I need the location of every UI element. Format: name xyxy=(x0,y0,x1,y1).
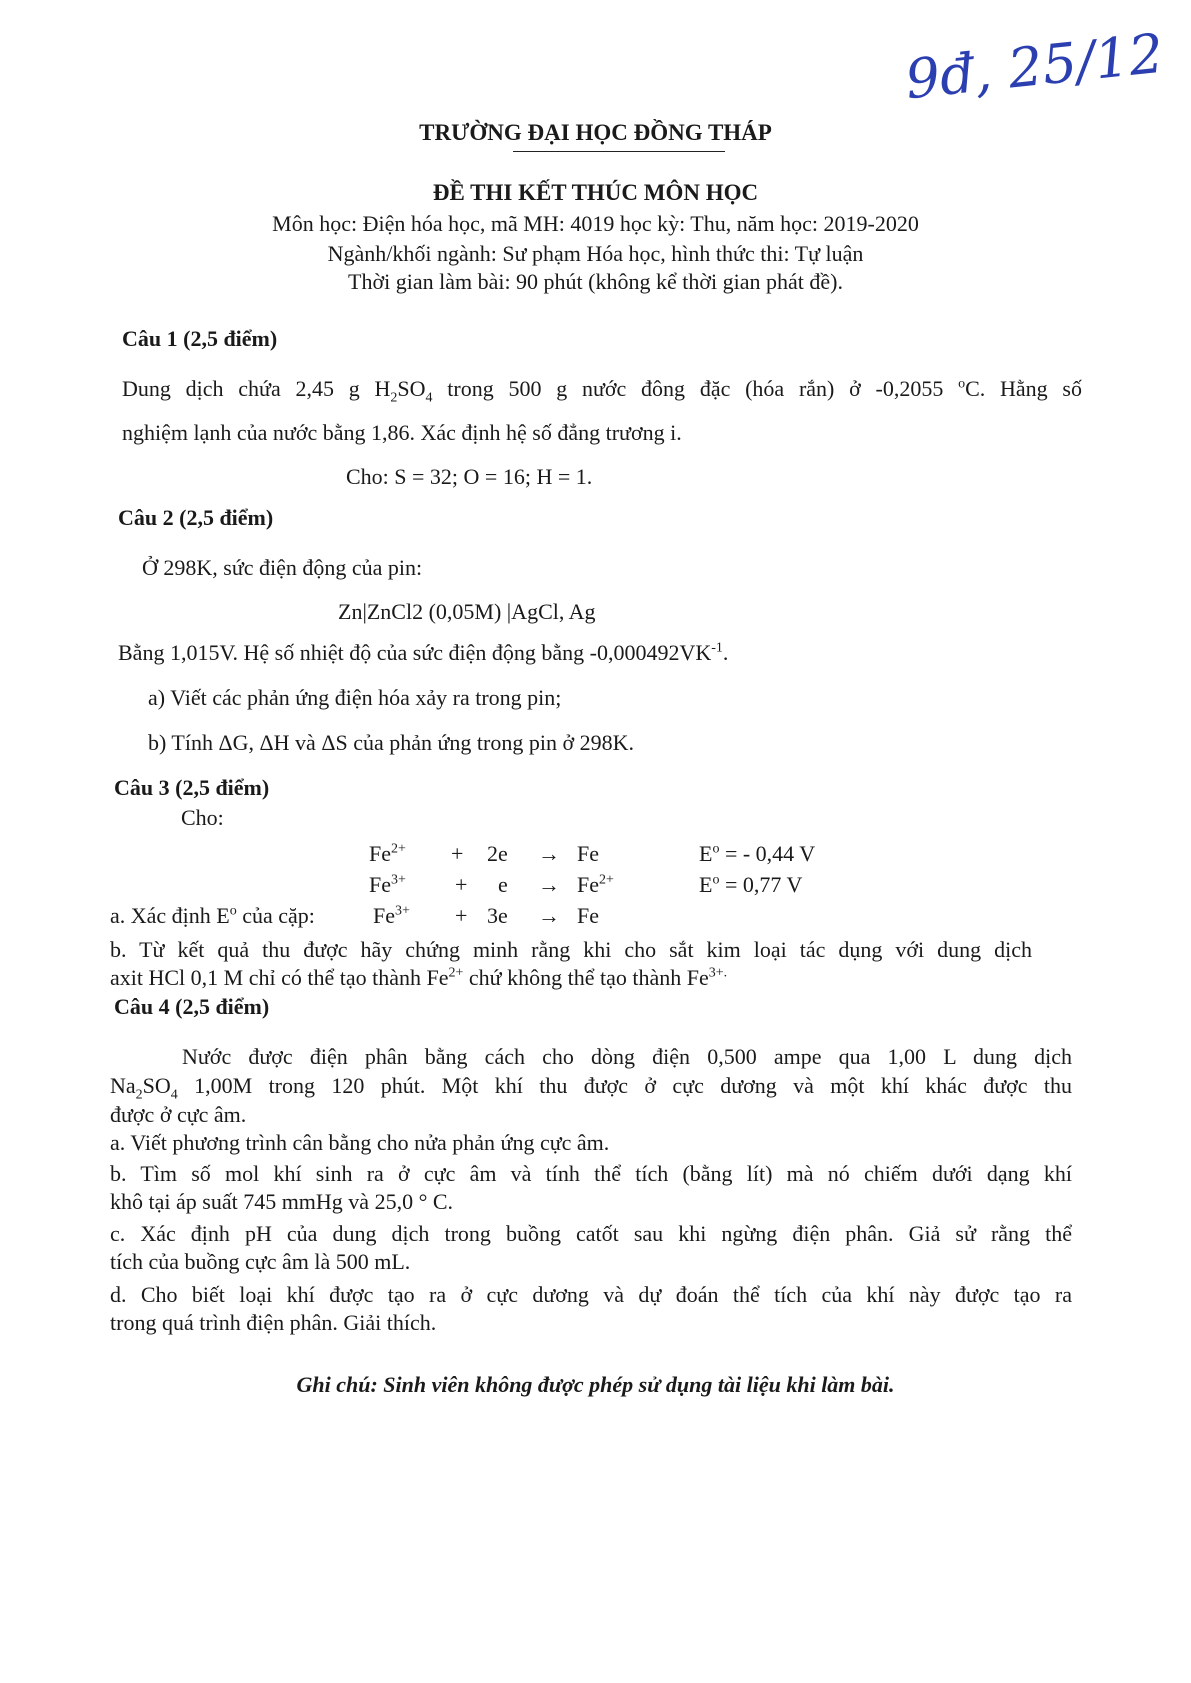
handwritten-score: 9đ, 25/12 xyxy=(902,21,1167,112)
question-4-part-c-line-1: c. Xác định pH của dung dịch trong buồng catốt sau khi ngừng điện phân. Giả sử rằng thể xyxy=(110,1221,1072,1246)
question-4-part-b-line-1: b. Tìm số mol khí sinh ra ở cực âm và tính thể tích (bằng lít) mà nó chiếm dưới dạng khí xyxy=(110,1161,1072,1186)
question-4-para-line-1: Nước được điện phân bằng cách cho dòng điện 0,500 ampe qua 1,00 L dung dịch xyxy=(182,1044,1072,1069)
question-2-part-b: b) Tính ΔG, ΔH và ΔS của phản ứng trong pin ở 298K. xyxy=(148,730,634,755)
question-2-line-1: Ở 298K, sức điện động của pin: xyxy=(142,555,423,580)
question-3-given: Cho: xyxy=(181,805,224,830)
question-1-title: Câu 1 (2,5 điểm) xyxy=(122,326,278,351)
question-4-part-a: a. Viết phương trình cân bằng cho nửa phản ứng cực âm. xyxy=(110,1130,610,1155)
question-3-part-b-line-1: b. Từ kết quả thu được hãy chứng minh rằng khi cho sắt kim loại tác dụng với dung dịch xyxy=(110,937,1032,962)
reaction-2: $Fe^{3+}$ + e → $Fe^{2+}$ $E^o = 0,77$ V xyxy=(369,872,803,897)
question-4-part-c-line-2: tích của buồng cực âm là 500 mL. xyxy=(110,1249,411,1274)
question-2-title: Câu 2 (2,5 điểm) xyxy=(118,505,274,530)
question-1-given: Cho: S = 32; O = 16; H = 1. xyxy=(346,464,593,489)
major-line: Ngành/khối ngành: Sư phạm Hóa học, hình thức thi: Tự luận xyxy=(327,241,864,266)
question-4-title: Câu 4 (2,5 điểm) xyxy=(114,994,270,1019)
question-1-line-2: nghiệm lạnh của nước bằng 1,86. Xác định hệ số đẳng trương i. xyxy=(122,420,682,445)
question-4-part-d-line-2: trong quá trình điện phân. Giải thích. xyxy=(110,1310,437,1335)
question-2-part-a: a) Viết các phản ứng điện hóa xảy ra trong pin; xyxy=(148,685,562,710)
question-3-title: Câu 3 (2,5 điểm) xyxy=(114,775,270,800)
question-4-part-d-line-1: d. Cho biết loại khí được tạo ra ở cực dương và dự đoán thể tích của khí này được tạo ra xyxy=(110,1282,1072,1307)
question-4-part-b-line-2: khô tại áp suất 745 mmHg và 25,0 ° C. xyxy=(110,1189,454,1214)
exam-title: ĐỀ THI KẾT THÚC MÔN HỌC xyxy=(432,180,759,205)
question-1-line-1: Dung dịch chứa 2,45 g $H_2SO_4$ trong 500 g nước đông đặc (hóa rắn) ở -0,2055 $^o$C. Hằng số xyxy=(122,376,1082,406)
time-line: Thời gian làm bài: 90 phút (không kể thời gian phát đề). xyxy=(348,269,843,294)
school-name: TRƯỜNG ĐẠI HỌC ĐỒNG THÁP xyxy=(419,120,772,145)
footer-note: Ghi chú: Sinh viên không được phép sử dụng tài liệu khi làm bài. xyxy=(296,1372,895,1397)
question-2-line-3: Bằng 1,015V. Hệ số nhiệt độ của sức điện động bằng $-0,000492VK^{-1}$. xyxy=(118,640,729,665)
course-line: Môn học: Điện hóa học, mã MH: 4019 học kỳ: Thu, năm học: 2019-2020 xyxy=(272,211,919,236)
question-3-part-a: a. Xác định $E^o$ của cặp: $Fe^{3+}$ + 3e → Fe xyxy=(110,903,599,928)
question-4-para-line-3: được ở cực âm. xyxy=(110,1102,247,1127)
question-3-part-b-line-2: axit HCl 0,1 M chỉ có thể tạo thành $Fe^{2+}$ chứ không thể tạo thành $Fe^{3+.}$ xyxy=(110,965,728,990)
question-2-cell: Zn|ZnCl2 (0,05M) |AgCl, Ag xyxy=(338,599,596,624)
reaction-1: $Fe^{2+}$ + 2e → Fe $E^o$ = - 0,44 V xyxy=(369,841,816,866)
question-4-para-line-2: $Na_2SO_4$ 1,00M trong 120 phút. Một khí thu được ở cực dương và một khí khác được thu xyxy=(110,1073,1072,1103)
title-underline xyxy=(513,151,725,152)
